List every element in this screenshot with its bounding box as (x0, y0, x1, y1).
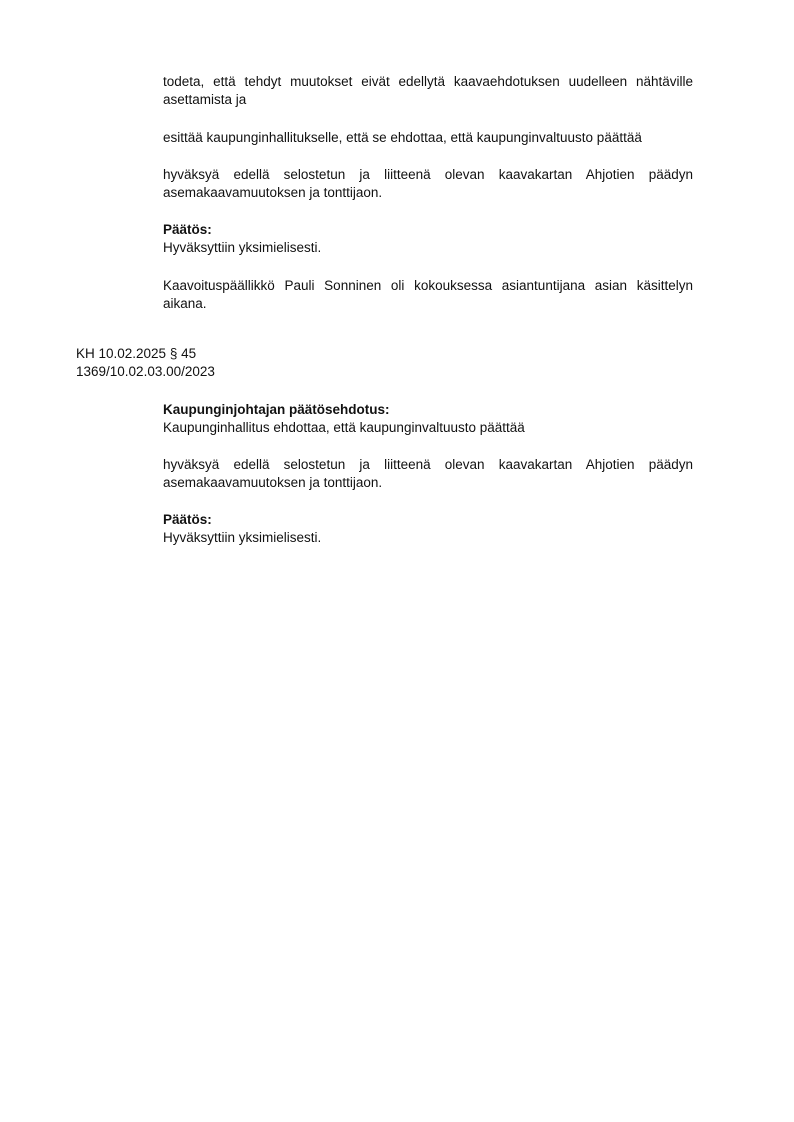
proposal-heading: Kaupunginjohtajan päätösehdotus: (163, 402, 390, 417)
decision-heading: Päätös: (163, 222, 212, 237)
meeting-reference (76, 345, 376, 381)
proposal-block (163, 401, 693, 437)
decision-block-1 (163, 221, 693, 257)
decision-block-2 (163, 511, 693, 547)
paragraph-approve-plan: hyväksyä edellä selostetun ja liitteenä olevan kaavakartan Ahjotien päädyn asemakaavamuutoksen ja tonttijaon. (163, 167, 693, 200)
decision-text: Hyväksyttiin yksimielisesti. (163, 240, 322, 255)
decision-text-2: Hyväksyttiin yksimielisesti. (163, 530, 322, 545)
case-number: 1369/10.02.03.00/2023 (76, 364, 215, 379)
paragraph-propose-to-board: esittää kaupunginhallitukselle, että se ehdottaa, että kaupunginvaltuusto päättää (163, 130, 642, 145)
paragraph-no-re-display: todeta, että tehdyt muutokset eivät edellytä kaavaehdotuksen uudelleen nähtäville asettamista ja (163, 74, 693, 107)
proposal-text: Kaupunginhallitus ehdottaa, että kaupunginvaltuusto päättää (163, 420, 525, 435)
decision-heading-2: Päätös: (163, 512, 212, 527)
paragraph-expert-note: Kaavoituspäällikkö Pauli Sonninen oli kokouksessa asiantuntijana asian käsittelyn aikana. (163, 278, 693, 311)
meeting-reference-label: KH 10.02.2025 § 45 (76, 346, 197, 361)
paragraph-approve-plan-2: hyväksyä edellä selostetun ja liitteenä olevan kaavakartan Ahjotien päädyn asemakaavamuutoksen ja tonttijaon. (163, 457, 693, 490)
